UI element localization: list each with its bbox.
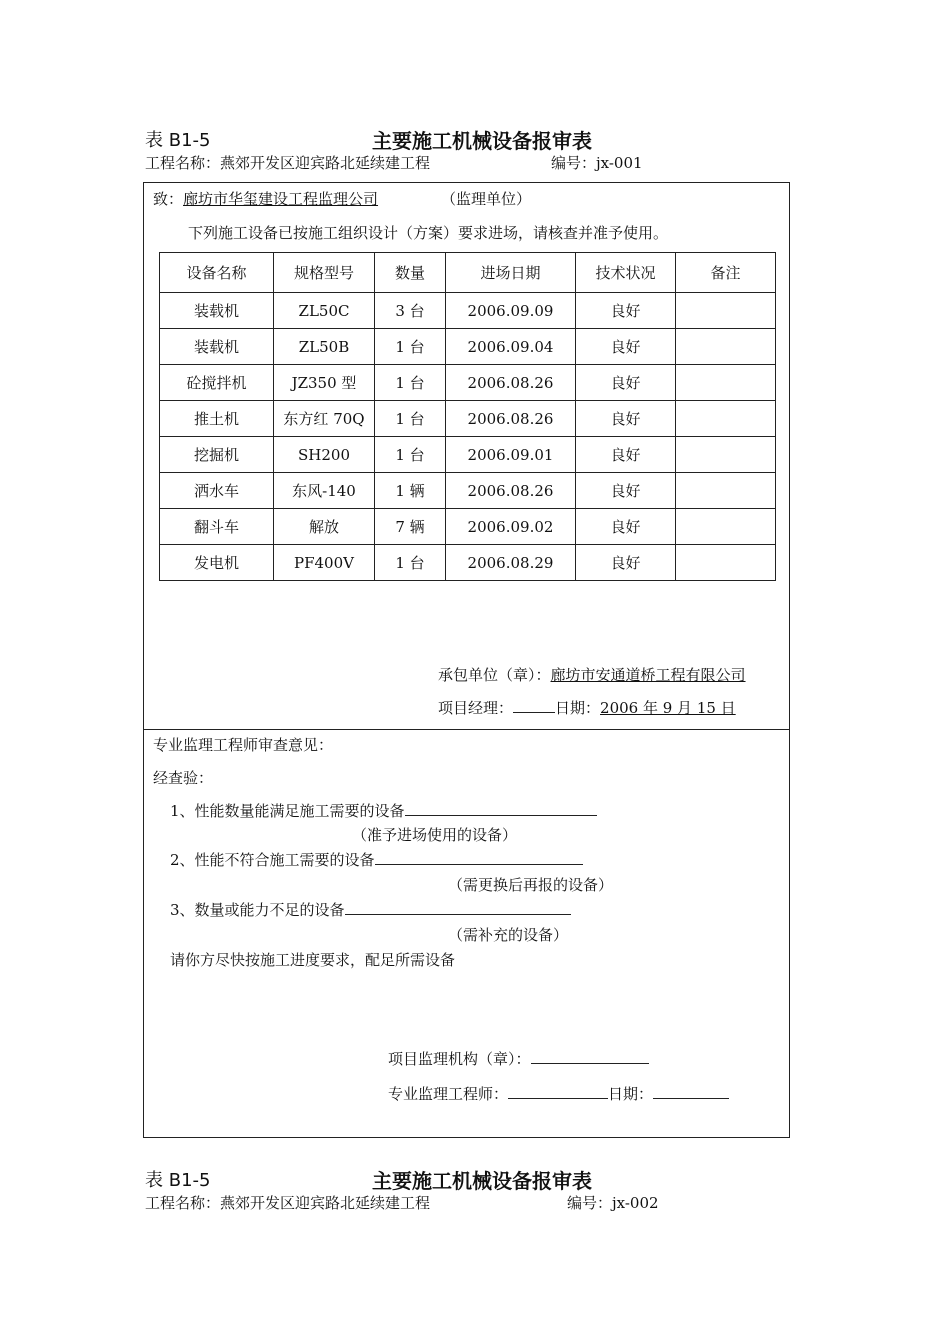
review-item-2-blank [375, 850, 583, 865]
table-cell: 装载机 [160, 293, 274, 329]
review-item-3-blank [345, 900, 571, 915]
table-header-row [160, 253, 776, 293]
column-header: 备注 [676, 253, 776, 293]
review-item-1-blank [405, 801, 597, 816]
to-prefix: 致： [153, 190, 184, 208]
table-row [160, 329, 776, 365]
review-item-3-text: 3、数量或能力不足的设备 [170, 901, 345, 919]
serial-value: jx-001 [596, 154, 643, 172]
manager-signature-blank [513, 698, 555, 713]
table-cell [676, 401, 776, 437]
table-cell: 良好 [576, 365, 676, 401]
column-header: 技术状况 [576, 253, 676, 293]
form2-code: 表 B1-5 [145, 1170, 211, 1191]
table-cell: 洒水车 [160, 473, 274, 509]
engineer-date-blank [653, 1084, 729, 1099]
form-code: 表 B1-5 [145, 130, 211, 151]
table-row [160, 509, 776, 545]
table-cell: 2006.08.26 [446, 365, 576, 401]
contractor-name: 廊坊市安通道桥工程有限公司 [550, 666, 746, 684]
table-cell: 1 台 [375, 545, 446, 581]
checked-label: 经查验： [153, 769, 214, 787]
column-header: 进场日期 [446, 253, 576, 293]
table-cell [676, 365, 776, 401]
column-header: 规格型号 [274, 253, 375, 293]
engineer-line [388, 1083, 729, 1104]
supervisor-company: 廊坊市华玺建设工程监理公司 [183, 190, 379, 208]
table-row [160, 365, 776, 401]
table-cell: 装载机 [160, 329, 274, 365]
form2-project-name: 工程名称：燕郊开发区迎宾路北延续建工程 [145, 1194, 431, 1212]
form2-serial-value: jx-002 [612, 1194, 659, 1212]
table-cell: 7 辆 [375, 509, 446, 545]
table-cell: 良好 [576, 293, 676, 329]
engineer-signature-blank [508, 1084, 608, 1099]
form2-title: 主要施工机械设备报审表 [372, 1169, 592, 1193]
review-item-2-text: 2、性能不符合施工需要的设备 [170, 851, 375, 869]
manager-label: 项目经理： [438, 699, 514, 717]
column-header: 数量 [375, 253, 446, 293]
table-cell: 砼搅拌机 [160, 365, 274, 401]
table-cell: 2006.08.26 [446, 401, 576, 437]
submission-date: 2006 年 9 月 15 日 [600, 699, 736, 717]
date-label: 日期： [555, 699, 601, 717]
table-cell: 2006.08.29 [446, 545, 576, 581]
contractor-label: 承包单位（章）： [438, 666, 551, 684]
table-cell: 挖掘机 [160, 437, 274, 473]
table-row [160, 401, 776, 437]
table-cell [676, 437, 776, 473]
table-cell [676, 293, 776, 329]
manager-line [438, 697, 760, 718]
project-name: 工程名称：燕郊开发区迎宾路北延续建工程 [145, 154, 431, 172]
review-item-1 [170, 800, 597, 821]
review-item-3 [170, 899, 571, 920]
table-cell: 翻斗车 [160, 509, 274, 545]
request-text: 请你方尽快按施工进度要求，配足所需设备 [170, 951, 456, 969]
table-row [160, 437, 776, 473]
table-cell: 1 台 [375, 365, 446, 401]
section-divider [143, 729, 790, 730]
engineer-date-label: 日期： [608, 1085, 654, 1103]
table-cell [676, 545, 776, 581]
table-cell: PF400V [274, 545, 375, 581]
table-row [160, 545, 776, 581]
table-row [160, 293, 776, 329]
table-cell: 良好 [576, 509, 676, 545]
addressee-line [153, 188, 531, 209]
table-cell: 发电机 [160, 545, 274, 581]
table-cell: 2006.08.26 [446, 473, 576, 509]
form2-serial-label: 编号： [567, 1194, 613, 1212]
serial-label: 编号： [551, 154, 597, 172]
table-cell: 1 台 [375, 401, 446, 437]
table-cell: 良好 [576, 473, 676, 509]
table-cell: ZL50C [274, 293, 375, 329]
table-cell: 2006.09.02 [446, 509, 576, 545]
column-header: 设备名称 [160, 253, 274, 293]
review-heading: 专业监理工程师审查意见： [153, 736, 334, 754]
review-item-2 [170, 849, 583, 870]
table-cell: JZ350 型 [274, 365, 375, 401]
table-cell: SH200 [274, 437, 375, 473]
table-cell: 东方红 70Q [274, 401, 375, 437]
intro-text: 下列施工设备已按施工组织设计（方案）要求进场，请核查并准予使用。 [188, 224, 669, 242]
equipment-table [159, 252, 776, 581]
table-cell: 解放 [274, 509, 375, 545]
review-item-2-note: （需更换后再报的设备） [448, 876, 614, 894]
table-cell: 良好 [576, 437, 676, 473]
supervision-org-blank [531, 1049, 649, 1064]
form-title: 主要施工机械设备报审表 [372, 129, 592, 153]
table-cell: 3 台 [375, 293, 446, 329]
table-cell: ZL50B [274, 329, 375, 365]
review-item-1-text: 1、性能数量能满足施工需要的设备 [170, 802, 405, 820]
table-cell: 1 辆 [375, 473, 446, 509]
review-item-3-note: （需补充的设备） [448, 926, 569, 944]
table-cell: 2006.09.01 [446, 437, 576, 473]
table-cell: 1 台 [375, 437, 446, 473]
table-cell [676, 329, 776, 365]
engineer-label: 专业监理工程师： [388, 1085, 509, 1103]
supervision-org-label: 项目监理机构（章）： [388, 1050, 531, 1068]
supervisor-suffix: （监理单位） [441, 190, 532, 208]
contractor-line [438, 664, 746, 685]
table-cell: 2006.09.09 [446, 293, 576, 329]
table-body [160, 293, 776, 581]
table-row [160, 473, 776, 509]
table-cell: 良好 [576, 401, 676, 437]
table-cell: 1 台 [375, 329, 446, 365]
serial-number [551, 152, 643, 173]
table-cell: 推土机 [160, 401, 274, 437]
form2-serial-number [567, 1192, 659, 1213]
review-item-1-note: （准予进场使用的设备） [352, 826, 518, 844]
table-cell: 2006.09.04 [446, 329, 576, 365]
table-cell [676, 473, 776, 509]
table-cell: 东风-140 [274, 473, 375, 509]
table-cell: 良好 [576, 545, 676, 581]
supervision-org-line [388, 1048, 649, 1069]
table-cell [676, 509, 776, 545]
table-cell: 良好 [576, 329, 676, 365]
